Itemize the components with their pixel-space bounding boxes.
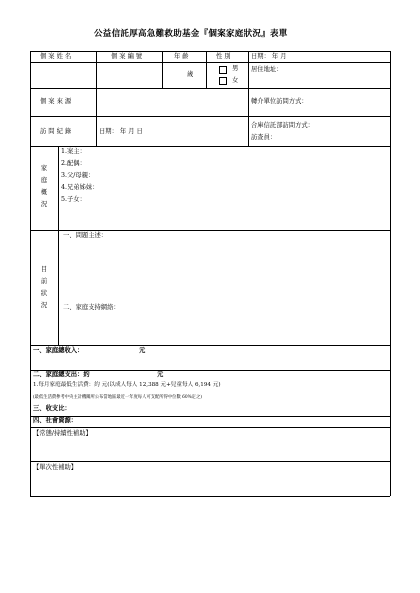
row-rule (30, 416, 390, 417)
col-rule (162, 51, 163, 88)
min-living-cost: 1.每月家庭最低生活費：約 元(以成人每人 12,388 元+兒童每人 6,194 元) (33, 382, 221, 388)
col-rule (248, 51, 249, 146)
social-resources-label: 四、社會資源： (33, 417, 78, 424)
row-rule (30, 230, 390, 231)
header-date: 日期： 年 月 (251, 53, 287, 60)
family-item-children: 5.子女： (61, 196, 86, 203)
col-rule (96, 51, 97, 146)
table-border-right (390, 51, 391, 496)
row-rule (30, 427, 390, 428)
age-unit: 歲 (187, 71, 194, 78)
family-item-siblings: 4.兄弟姊妹： (61, 184, 99, 191)
case-source-label: 個 案 來 源 (40, 98, 72, 105)
problem-statement-label: 一、問題主述： (63, 232, 108, 239)
row-rule (30, 345, 390, 346)
table-border-top (30, 51, 390, 52)
family-support-label: 二、家庭支持網絡： (63, 304, 120, 311)
female-label: 女 (232, 77, 239, 84)
female-checkbox[interactable] (219, 77, 227, 85)
table-border-left (30, 51, 31, 496)
family-item-client: 1.案主： (61, 148, 86, 155)
visitor-label: 訪查員： (251, 134, 277, 141)
address-label: 居住地址： (251, 66, 283, 73)
table-border-bottom (30, 496, 390, 497)
male-checkbox[interactable] (219, 66, 227, 74)
col-rule (58, 146, 59, 345)
referral-visit-label: 轉介單位訪問方式： (251, 98, 308, 105)
current-status-label: 目前狀況 (40, 266, 48, 309)
header-age: 年 齡 (174, 53, 189, 60)
visit-date: 日期： 年 月 日 (99, 128, 143, 135)
row-rule (30, 146, 390, 147)
coop-visit-label: 合庫信託部訪問方式： (251, 122, 314, 129)
male-label: 男 (232, 65, 239, 72)
header-case-number: 個 案 編 號 (111, 53, 143, 60)
household-income-label: 一、家庭總收入： (33, 347, 84, 354)
header-gender: 性 別 (216, 53, 231, 60)
form-title: 公益信託厚高急難救助基金『個案家庭狀況』表單 (94, 29, 288, 39)
row-rule (30, 62, 390, 63)
household-expense-label: 二、家庭總支出：約 (33, 371, 90, 378)
row-rule (30, 461, 390, 462)
household-income-unit: 元 (139, 347, 146, 354)
min-living-note: (最低生活費參考中央主計機關所公布當地區最近一年度每人可支配所得中位數 60%定之) (33, 395, 202, 400)
family-item-parents: 3.父/母親： (61, 172, 95, 179)
row-rule (30, 88, 390, 89)
visit-record-label: 訪 問 紀 錄 (40, 128, 72, 135)
header-name: 個 案 姓 名 (40, 53, 72, 60)
regular-subsidy-label: 【常態/持續性補助】 (33, 430, 92, 437)
row-rule (30, 116, 390, 117)
col-rule (206, 51, 207, 88)
income-expense-ratio-label: 三、收支比： (33, 405, 71, 412)
household-expense-unit: 元 (157, 371, 164, 378)
onetime-subsidy-label: 【單次性補助】 (33, 464, 78, 471)
family-overview-label: 家庭概況 (40, 165, 48, 208)
family-item-spouse: 2.配偶： (61, 160, 86, 167)
